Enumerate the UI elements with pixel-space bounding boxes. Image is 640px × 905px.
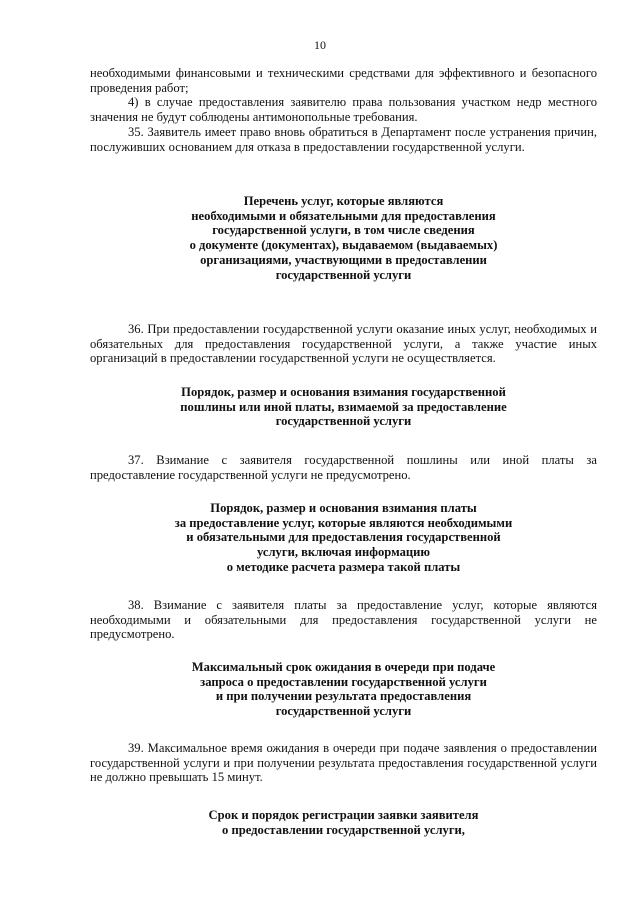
heading-line: о методике расчета размера такой платы	[226, 559, 461, 574]
heading-line: государственной услуги, в том числе сведения	[212, 223, 475, 238]
paragraph-35: 35. Заявитель имеет право вновь обратиться в Департамент после устранения причин, послуживших основанием для отказа в предоставлении государственной услуги.	[90, 124, 597, 154]
heading-line: Порядок, размер и основания взимания платы	[210, 501, 477, 515]
heading-line: и обязательными для предоставления государственной	[186, 530, 501, 545]
paragraph: 39. Максимальное время ожидания в очереди при подаче заявления о предоставлении государственной услуги и при получении результата предоставления государственной услуги не должно превышать 15 минут.	[90, 741, 597, 785]
heading-max-waiting	[90, 660, 597, 719]
heading-line: Срок и порядок регистрации заявки заявителя	[208, 808, 479, 822]
paragraph: 38. Взимание с заявителя платы за предоставление услуг, которые являются необходимыми и обязательными для предоставления государственной услуги не предусмотрено.	[90, 598, 597, 642]
heading-services-list	[90, 194, 597, 282]
paragraph: 36. При предоставлении государственной услуги оказание иных услуг, необходимых и обязательных для предоставления государственной услуги, а также участие иных организаций в предоставлении государственной услуги не осуществляется.	[90, 322, 597, 366]
page-number: 10	[314, 38, 326, 52]
heading-line: государственной услуги	[275, 414, 412, 429]
heading-line: государственной услуги	[275, 704, 412, 719]
paragraph: 37. Взимание с заявителя государственной пошлины или иной платы за предоставление государственной услуги не предусмотрено.	[90, 453, 597, 482]
heading-line: о документе (документах), выдаваемом (выдаваемых)	[189, 238, 498, 253]
heading-state-fee	[90, 385, 597, 429]
heading-line: необходимыми и обязательными для предоставления	[191, 208, 496, 223]
heading-line: о предоставлении государственной услуги,	[222, 822, 465, 837]
heading-line: Перечень услуг, которые являются	[243, 194, 444, 208]
paragraph-39	[90, 741, 597, 785]
paragraph-item-4: 4) в случае предоставления заявителю права пользования участком недр местного значения не будут соблюдены антимонопольные требования.	[90, 95, 597, 125]
paragraph-36	[90, 322, 597, 366]
heading-line: Максимальный срок ожидания в очереди при подаче	[191, 660, 496, 674]
paragraph-continuation	[90, 66, 597, 154]
heading-line: Порядок, размер и основания взимания государственной	[181, 385, 506, 399]
heading-registration	[90, 808, 597, 837]
heading-line: государственной услуги	[275, 267, 412, 282]
heading-line: и при получении результата предоставления	[215, 689, 472, 704]
heading-line: за предоставление услуг, которые являются необходимыми	[174, 515, 513, 530]
heading-fee-services	[90, 501, 597, 575]
heading-line: услуги, включая информацию	[256, 545, 431, 560]
paragraph: необходимыми финансовыми и техническими средствами для эффективного и безопасного проведения работ;	[90, 66, 597, 95]
heading-line: запроса о предоставлении государственной услуги	[200, 674, 487, 689]
heading-line: пошлины или иной платы, взимаемой за предоставление	[180, 399, 507, 414]
heading-line: организациями, участвующими в предоставлении	[200, 252, 487, 267]
paragraph-38	[90, 598, 597, 642]
paragraph-37	[90, 453, 597, 482]
